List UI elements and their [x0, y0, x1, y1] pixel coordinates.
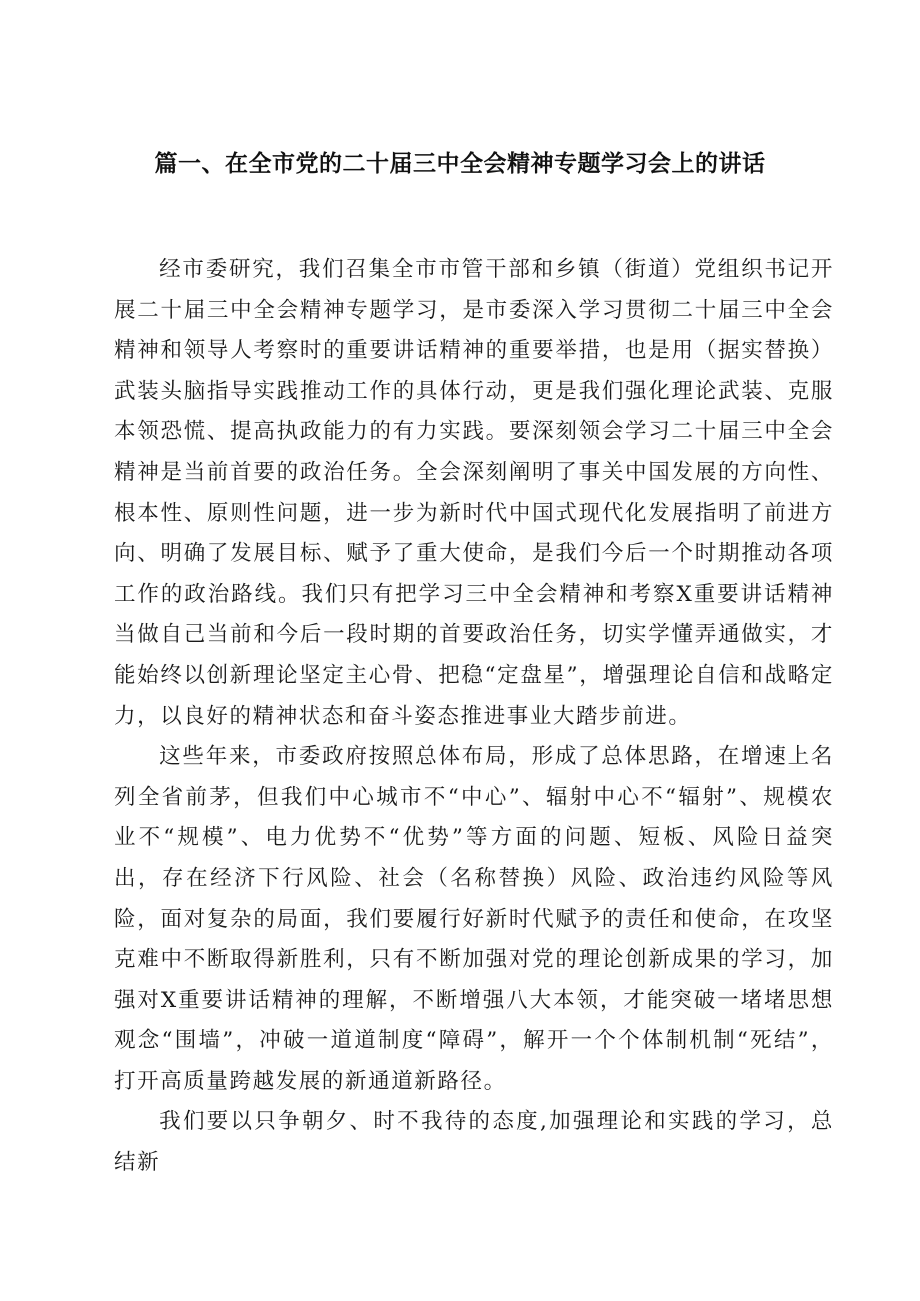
document-title: 篇一、在全市党的二十届三中全会精神专题学习会上的讲话 — [154, 151, 766, 177]
document-body — [114, 250, 834, 1184]
paragraph-2: 这些年来，市委政府按照总体布局，形成了总体思路，在增速上名列全省前茅，但我们中心城市不“中心”、辐射中心不“辐射”、规模农业不“规模”、电力优势不“优势”等方面的问题、短板、风险日益突出，存在经济下行风险、社会（名称替换）风险、政治违约风险等风险，面对复杂的局面，我们要履行好新时代赋予的责任和使命，在攻坚克难中不断取得新胜利，只有不断加强对党的理论创新成果的学习，加强对X重要讲话精神的理解，不断增强八大本领，才能突破一堵堵思想观念“围墙”，冲破一道道制度“障碍”，解开一个个体制机制“死结”，打开高质量跨越发展的新通道新路径。 — [114, 744, 834, 1094]
paragraph-1: 经市委研究，我们召集全市市管干部和乡镇（街道）党组织书记开展二十届三中全会精神专题学习，是市委深入学习贯彻二十届三中全会精神和领导人考察时的重要讲话精神的重要举措，也是用（据实替换）武装头脑指导实践推动工作的具体行动，更是我们强化理论武装、克服本领恐慌、提高执政能力的有力实践。要深刻领会学习二十届三中全会精神是当前首要的政治任务。全会深刻阐明了事关中国发展的方向性、根本性、原则性问题，进一步为新时代中国式现代化发展指明了前进方向、明确了发展目标、赋予了重大使命，是我们今后一个时期推动各项工作的政治路线。我们只有把学习三中全会精神和考察X重要讲话精神当做自己当前和今后一段时期的首要政治任务，切实学懂弄通做实，才能始终以创新理论坚定主心骨、把稳“定盘星”，增强理论自信和战略定力，以良好的精神状态和奋斗姿态推进事业大踏步前进。 — [114, 257, 834, 729]
paragraph-3: 我们要以只争朝夕、时不我待的态度,加强理论和实践的学习，总结新 — [114, 1109, 834, 1176]
